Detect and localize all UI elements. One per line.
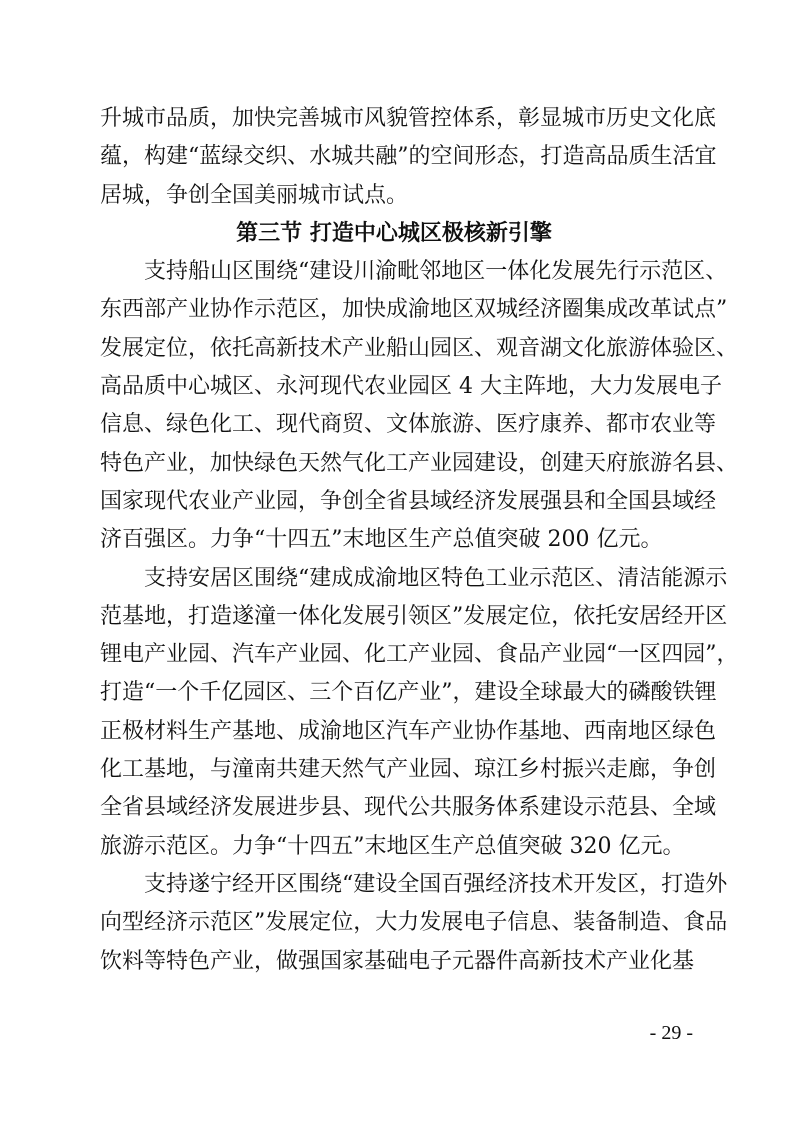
text-line: 范基地，打造遂潼一体化发展引领区”发展定位，依托安居经开区 [100,603,728,629]
text-line: 东西部产业协作示范区，加快成渝地区双城经济圈集成改革试点” [100,297,728,323]
text-line: 正极材料生产基地、成渝地区汽车产业协作基地、西南地区绿色 [100,718,717,744]
paragraph-first-line: 支持遂宁经开区围绕“建设全国百强经济技术开发区，打造外 [144,871,728,897]
section-heading: 第三节 打造中心城区极核新引擎 [236,220,552,246]
text-line: 化工基地，与潼南共建天然气产业园、琼江乡村振兴走廊，争创 [100,757,717,783]
text-line: 国家现代农业产业园，争创全省县域经济发展强县和全国县域经 [100,488,717,514]
text-line: 饮料等特色产业，做强国家基础电子元器件高新技术产业化基 [100,948,695,974]
text-line: 向型经济示范区”发展定位，大力发展电子信息、装备制造、食品 [100,910,728,936]
document-body [100,106,739,988]
paragraph-first-line: 支持船山区围绕“建设川渝毗邻地区一体化发展先行示范区、 [144,259,728,285]
paragraph-first-line: 支持安居区围绕“建成成渝地区特色工业示范区、清洁能源示 [144,565,728,591]
text-line: 发展定位，依托高新技术产业船山园区、观音湖文化旅游体验区、 [100,335,739,361]
text-line: 打造“一个千亿园区、三个百亿产业”，建设全球最大的磷酸铁锂 [100,680,717,706]
page-number: - 29 - [649,1022,693,1044]
text-line: 升城市品质，加快完善城市风貌管控体系，彰显城市历史文化底 [100,106,717,131]
text-line: 高品质中心城区、永河现代农业园区 4 大主阵地，大力发展电子 [100,374,722,400]
text-line: 居城，争创全国美丽城市试点。 [100,182,409,208]
text-line: 信息、绿色化工、现代商贸、文体旅游、医疗康养、都市农业等 [100,412,717,438]
text-line: 锂电产业园、汽车产业园、化工产业园、食品产业园“一区四园”， [100,642,739,668]
text-line: 蕴，构建“蓝绿交织、水城共融”的空间形态，打造高品质生活宜 [100,144,717,170]
text-line: 济百强区。力争“十四五”末地区生产总值突破 200 亿元。 [100,527,663,553]
text-line: 旅游示范区。力争“十四五”末地区生产总值突破 320 亿元。 [100,833,685,859]
text-line: 全省县域经济发展进步县、现代公共服务体系建设示范县、全域 [100,795,717,821]
text-line: 特色产业，加快绿色天然气化工产业园建设，创建天府旅游名县、 [100,450,739,476]
